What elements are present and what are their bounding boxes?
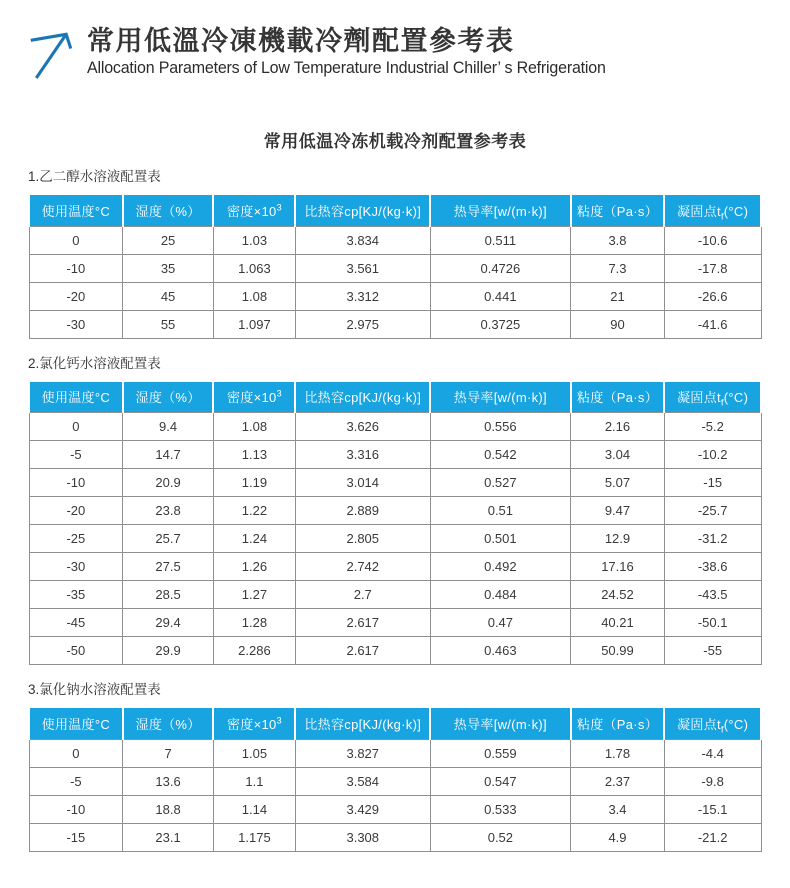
table-cell: 0.511	[430, 226, 571, 254]
table-cell: -15	[664, 469, 761, 497]
arrow-up-right-icon	[28, 29, 74, 81]
table-row	[29, 413, 761, 441]
column-header: 密度$\times 10^3$	[213, 707, 295, 739]
table-cell: 0.556	[430, 413, 571, 441]
table-cell: 3.584	[295, 767, 430, 795]
table-cell: 2.16	[571, 413, 665, 441]
column-header: 湿度（%）	[123, 194, 214, 226]
table-cell: 1.28	[213, 609, 295, 637]
column-header: 湿度（%）	[123, 381, 214, 413]
column-header: 使用温度°C	[29, 381, 123, 413]
table-cell: 1.26	[213, 553, 295, 581]
table-cell: 3.834	[295, 226, 430, 254]
column-header: 密度$\times 10^3$	[213, 381, 295, 413]
table-cell: -41.6	[664, 310, 761, 338]
page-subtitle: Allocation Parameters of Low Temperature Industrial Chiller’ s Refrigeration	[87, 59, 606, 78]
table-cell: -20	[29, 282, 123, 310]
table-row	[29, 226, 761, 254]
table-cell: 0.47	[430, 609, 571, 637]
table-cell: 5.07	[571, 469, 665, 497]
table-cell: 90	[571, 310, 665, 338]
section-sodium-chloride	[28, 678, 762, 852]
table-cell: 27.5	[123, 553, 214, 581]
table-cell: 7.3	[571, 254, 665, 282]
table-row	[29, 310, 761, 338]
header-row	[29, 381, 761, 413]
table-cell: 2.617	[295, 609, 430, 637]
table-cell: 0	[29, 739, 123, 767]
table-cell: 1.08	[213, 413, 295, 441]
column-header: 比热容cp[KJ/(kg·k)]	[295, 707, 430, 739]
table-cell: 0	[29, 413, 123, 441]
table-row	[29, 254, 761, 282]
table-cell: 1.175	[213, 823, 295, 851]
table-cell: 7	[123, 739, 214, 767]
table-cell: 0.3725	[430, 310, 571, 338]
table-cell: 3.626	[295, 413, 430, 441]
table-cell: 25.7	[123, 525, 214, 553]
calcium-chloride-table	[28, 380, 762, 666]
table-row	[29, 553, 761, 581]
header-row	[29, 194, 761, 226]
table-cell: 4.9	[571, 823, 665, 851]
table-cell: 0.4726	[430, 254, 571, 282]
column-header: 湿度（%）	[123, 707, 214, 739]
section-calcium-chloride	[28, 352, 762, 666]
column-header: 热导率[w/(m·k)]	[430, 707, 571, 739]
page-header	[0, 0, 790, 81]
table-cell: 0	[29, 226, 123, 254]
table-cell: 0.492	[430, 553, 571, 581]
table-cell: 0.441	[430, 282, 571, 310]
table-cell: -10.2	[664, 441, 761, 469]
table-cell: -30	[29, 310, 123, 338]
table-cell: 3.827	[295, 739, 430, 767]
column-header: 使用温度°C	[29, 194, 123, 226]
table-row	[29, 497, 761, 525]
column-header: 热导率[w/(m·k)]	[430, 381, 571, 413]
table-cell: 45	[123, 282, 214, 310]
table-cell: -25.7	[664, 497, 761, 525]
column-header: 粘度（Pa·s）	[571, 707, 665, 739]
page-title: 常用低溫冷凍機載冷劑配置參考表	[87, 26, 515, 56]
column-header: 粘度（Pa·s）	[571, 381, 665, 413]
table-cell: 28.5	[123, 581, 214, 609]
section-label: 3.氯化钠水溶液配置表	[28, 682, 161, 697]
table-row	[29, 581, 761, 609]
table-row	[29, 282, 761, 310]
column-header: 凝固点$t_f(^\circ C)$	[664, 194, 761, 226]
table-cell: 1.063	[213, 254, 295, 282]
table-row	[29, 823, 761, 851]
table-row	[29, 441, 761, 469]
table-cell: 3.308	[295, 823, 430, 851]
table-cell: 1.14	[213, 795, 295, 823]
table-cell: 0.542	[430, 441, 571, 469]
table-cell: 9.47	[571, 497, 665, 525]
column-header: 粘度（Pa·s）	[571, 194, 665, 226]
table-cell: 1.22	[213, 497, 295, 525]
table-row	[29, 469, 761, 497]
section-label: 2.氯化钙水溶液配置表	[28, 355, 161, 371]
table-cell: -50.1	[664, 609, 761, 637]
table-cell: 0.484	[430, 581, 571, 609]
sodium-chloride-table	[28, 706, 762, 852]
section-label: 1.乙二醇水溶液配置表	[28, 169, 161, 184]
table-cell: 35	[123, 254, 214, 282]
table-cell: 3.312	[295, 282, 430, 310]
table-cell: -10	[29, 795, 123, 823]
table-cell: -38.6	[664, 553, 761, 581]
table-cell: 0.527	[430, 469, 571, 497]
table-row	[29, 739, 761, 767]
table-cell: -43.5	[664, 581, 761, 609]
table-cell: 0.51	[430, 497, 571, 525]
table-cell: 1.097	[213, 310, 295, 338]
table-cell: -20	[29, 497, 123, 525]
table-cell: 1.78	[571, 739, 665, 767]
table-cell: 1.27	[213, 581, 295, 609]
table-cell: -55	[664, 637, 761, 665]
table-cell: -10.6	[664, 226, 761, 254]
table-cell: 2.805	[295, 525, 430, 553]
table-cell: 2.286	[213, 637, 295, 665]
table-cell: 2.975	[295, 310, 430, 338]
table-cell: 2.37	[571, 767, 665, 795]
table-cell: 0.547	[430, 767, 571, 795]
table-cell: -5	[29, 767, 123, 795]
table-cell: -50	[29, 637, 123, 665]
table-cell: -35	[29, 581, 123, 609]
column-header: 凝固点$t_f(^\circ C)$	[664, 707, 761, 739]
table-cell: 50.99	[571, 637, 665, 665]
column-header: 比热容cp[KJ/(kg·k)]	[295, 194, 430, 226]
table-cell: 1.19	[213, 469, 295, 497]
table-cell: 1.05	[213, 739, 295, 767]
table-cell: 3.4	[571, 795, 665, 823]
table-cell: 14.7	[123, 441, 214, 469]
table-cell: 0.501	[430, 525, 571, 553]
table-cell: 0.559	[430, 739, 571, 767]
table-cell: 3.8	[571, 226, 665, 254]
table-row	[29, 609, 761, 637]
table-cell: 1.03	[213, 226, 295, 254]
table-row	[29, 525, 761, 553]
table-cell: 29.4	[123, 609, 214, 637]
table-cell: 3.561	[295, 254, 430, 282]
table-cell: -21.2	[664, 823, 761, 851]
table-cell: 12.9	[571, 525, 665, 553]
table-cell: -10	[29, 469, 123, 497]
table-cell: -25	[29, 525, 123, 553]
table-cell: 13.6	[123, 767, 214, 795]
table-cell: 3.04	[571, 441, 665, 469]
table-cell: 0.463	[430, 637, 571, 665]
table-cell: 1.13	[213, 441, 295, 469]
column-header: 使用温度°C	[29, 707, 123, 739]
table-cell: 3.429	[295, 795, 430, 823]
table-cell: 24.52	[571, 581, 665, 609]
table-cell: 18.8	[123, 795, 214, 823]
table-cell: 29.9	[123, 637, 214, 665]
table-cell: 2.889	[295, 497, 430, 525]
table-row	[29, 637, 761, 665]
table-cell: 23.1	[123, 823, 214, 851]
table-cell: 20.9	[123, 469, 214, 497]
table-cell: 2.7	[295, 581, 430, 609]
header-row	[29, 707, 761, 739]
table-cell: 3.316	[295, 441, 430, 469]
table-cell: -10	[29, 254, 123, 282]
column-header: 热导率[w/(m·k)]	[430, 194, 571, 226]
table-cell: 17.16	[571, 553, 665, 581]
table-cell: 0.533	[430, 795, 571, 823]
table-cell: 2.742	[295, 553, 430, 581]
table-cell: 1.08	[213, 282, 295, 310]
section-ethylene-glycol	[28, 165, 762, 339]
column-header: 比热容cp[KJ/(kg·k)]	[295, 381, 430, 413]
table-cell: 21	[571, 282, 665, 310]
document-title: 常用低温冷冻机载冷剂配置参考表	[263, 132, 527, 151]
table-cell: 1.1	[213, 767, 295, 795]
table-cell: 1.24	[213, 525, 295, 553]
table-cell: 0.52	[430, 823, 571, 851]
column-header: 凝固点$t_f(^\circ C)$	[664, 381, 761, 413]
table-cell: 3.014	[295, 469, 430, 497]
table-cell: -17.8	[664, 254, 761, 282]
table-cell: -45	[29, 609, 123, 637]
table-cell: 40.21	[571, 609, 665, 637]
table-cell: -30	[29, 553, 123, 581]
table-cell: -5.2	[664, 413, 761, 441]
column-header: 密度$\times 10^3$	[213, 194, 295, 226]
table-cell: 9.4	[123, 413, 214, 441]
table-cell: 25	[123, 226, 214, 254]
table-cell: -5	[29, 441, 123, 469]
table-cell: -4.4	[664, 739, 761, 767]
table-cell: -26.6	[664, 282, 761, 310]
table-cell: 2.617	[295, 637, 430, 665]
title-block	[87, 25, 622, 78]
table-cell: -31.2	[664, 525, 761, 553]
table-cell: 55	[123, 310, 214, 338]
table-cell: -9.8	[664, 767, 761, 795]
ethylene-glycol-table	[28, 193, 762, 339]
table-cell: 23.8	[123, 497, 214, 525]
table-row	[29, 795, 761, 823]
table-cell: -15	[29, 823, 123, 851]
table-cell: -15.1	[664, 795, 761, 823]
table-row	[29, 767, 761, 795]
